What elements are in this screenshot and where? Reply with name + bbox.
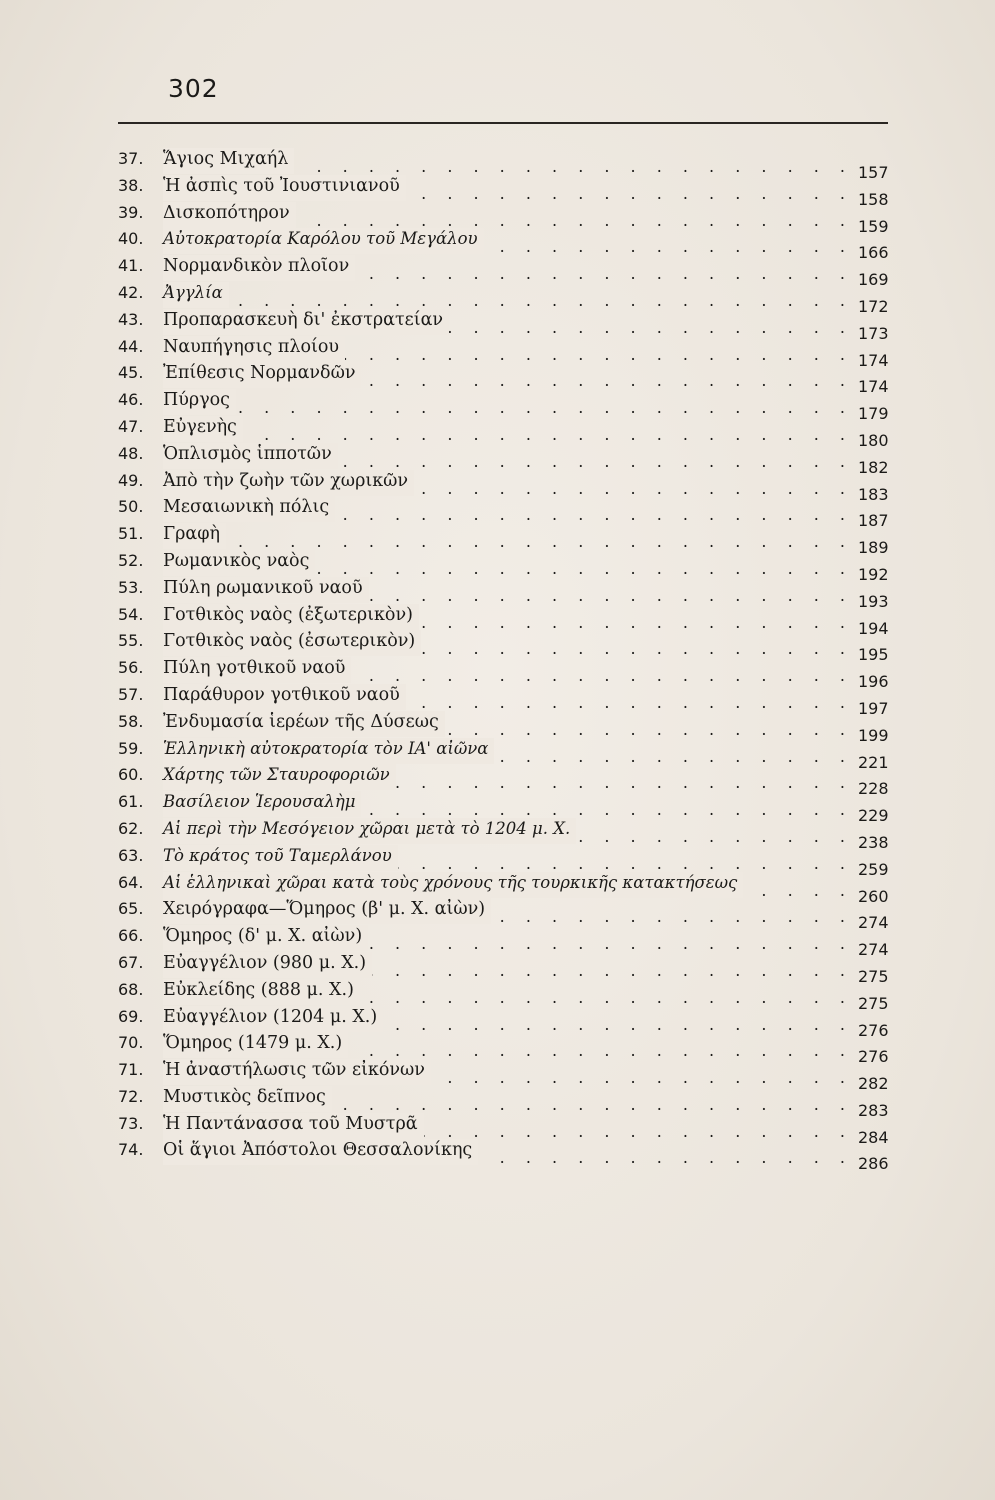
entry-number: 55. (118, 631, 144, 651)
entry-title: Πύλη γοτθικοῦ ναοῦ (163, 657, 351, 683)
entry-number: 63. (118, 845, 144, 865)
entry-title: Παράθυρον γοτθικοῦ ναοῦ (163, 684, 406, 710)
list-item (118, 202, 908, 236)
entry-title: Ὅμηρος (1479 μ. Χ.) (163, 1032, 348, 1058)
entry-page-number: 194 (858, 618, 889, 638)
entry-number: 65. (118, 899, 144, 919)
entry-number: 43. (118, 309, 144, 329)
entry-title: Τὸ κράτος τοῦ Ταμερλάνου (163, 845, 398, 871)
entry-number: 52. (118, 550, 144, 570)
entry-page-number: 260 (858, 886, 889, 906)
entry-title: Εὐκλείδης (888 μ. Χ.) (163, 979, 360, 1005)
list-item (118, 979, 908, 1013)
entry-number: 50. (118, 497, 144, 517)
list-item (118, 577, 908, 611)
list-item (118, 1086, 908, 1120)
entry-number: 67. (118, 952, 144, 972)
entry-number: 71. (118, 1060, 144, 1080)
entry-page-number: 199 (858, 725, 889, 745)
list-item (118, 764, 908, 799)
entry-page-number: 183 (858, 484, 889, 504)
entry-page-number: 276 (858, 1020, 889, 1040)
entry-number: 38. (118, 175, 144, 195)
entry-title: Πύλη ρωμανικοῦ ναοῦ (163, 577, 369, 603)
list-item (118, 470, 908, 504)
entry-page-number: 275 (858, 993, 889, 1013)
entry-number: 40. (118, 229, 144, 249)
entry-title: Δισκοπότηρον (163, 202, 296, 228)
list-item (118, 630, 908, 665)
entry-title: Ἡ Παντάνασσα τοῦ Μυστρᾶ (163, 1113, 424, 1139)
entry-page-number: 284 (858, 1127, 889, 1147)
entry-number: 66. (118, 926, 144, 946)
entry-page-number: 274 (858, 940, 889, 960)
list-item (118, 175, 908, 209)
entry-title: Ἐνδυμασία ἱερέων τῆς Δύσεως (163, 711, 445, 737)
list-of-illustrations (118, 148, 908, 1174)
entry-number: 73. (118, 1113, 144, 1133)
entry-page-number: 196 (858, 672, 889, 692)
list-item (118, 684, 908, 718)
entry-title: Ρωμανικὸς ναὸς (163, 550, 315, 576)
entry-title: Οἱ ἅγιοι Ἀπόστολοι Θεσσαλονίκης (163, 1139, 478, 1165)
list-item (118, 523, 908, 558)
list-item (118, 1139, 908, 1174)
entry-title: Ἑλληνικὴ αὐτοκρατορία τὸν ΙΑ' αἰῶνα (163, 738, 494, 764)
entry-title: Ἡ ἀναστήλωσις τῶν εἰκόνων (163, 1059, 431, 1085)
entry-page-number: 158 (858, 189, 889, 209)
entry-title: Πύργος (163, 389, 236, 415)
entry-page-number: 193 (858, 591, 889, 611)
entry-page-number: 174 (858, 350, 889, 370)
entry-number: 74. (118, 1140, 144, 1160)
entry-number: 37. (118, 149, 144, 168)
entry-page-number: 274 (858, 913, 889, 933)
entry-title: Χάρτης τῶν Σταυροφοριῶν (163, 764, 396, 790)
entry-title: Μυστικὸς δεῖπνος (163, 1086, 332, 1112)
entry-page-number: 169 (858, 270, 889, 290)
list-item (118, 443, 908, 477)
entry-number: 45. (118, 363, 144, 383)
entry-title: Βασίλειον Ἱερουσαλὴμ (163, 791, 361, 817)
entry-page-number: 197 (858, 698, 889, 718)
entry-page-number: 286 (858, 1154, 889, 1174)
list-item (118, 550, 908, 584)
entry-title: Ὅμηρος (δ' μ. Χ. αἰὼν) (163, 925, 368, 951)
list-item (118, 416, 908, 450)
entry-page-number: 174 (858, 377, 889, 397)
entry-page-number: 259 (858, 859, 889, 879)
entry-number: 49. (118, 470, 144, 490)
list-item (118, 711, 908, 745)
entry-number: 62. (118, 818, 144, 838)
entry-number: 46. (118, 390, 144, 410)
entry-page-number: 182 (858, 457, 889, 477)
entry-number: 60. (118, 765, 144, 785)
list-item (118, 228, 908, 263)
list-item (118, 1032, 908, 1067)
entry-title: Αἱ περὶ τὴν Μεσόγειον χῶραι μετὰ τὸ 1204 μ. Χ. (163, 818, 576, 844)
list-item (118, 389, 908, 424)
entry-title: Γοτθικὸς ναὸς (ἐσωτερικὸν) (163, 630, 421, 656)
entry-number: 68. (118, 979, 144, 999)
entry-number: 47. (118, 416, 144, 436)
entry-page-number: 172 (858, 296, 889, 316)
page-number: 302 (168, 74, 219, 103)
dot-leader (163, 416, 853, 444)
entry-page-number: 195 (858, 645, 889, 665)
entry-title: Γραφὴ (163, 523, 226, 549)
entry-title: Εὐαγγέλιον (1204 μ. Χ.) (163, 1006, 383, 1032)
list-item (118, 604, 908, 638)
entry-number: 41. (118, 256, 144, 276)
entry-title: Εὐγενὴς (163, 416, 243, 442)
entry-page-number: 189 (858, 538, 889, 558)
entry-page-number: 192 (858, 564, 889, 584)
list-item (118, 818, 908, 852)
entry-number: 58. (118, 711, 144, 731)
list-item (118, 309, 908, 343)
entry-page-number: 179 (858, 404, 889, 424)
list-item (118, 1113, 908, 1147)
entry-number: 59. (118, 738, 144, 758)
list-item (118, 791, 908, 826)
entry-number: 69. (118, 1006, 144, 1026)
entry-page-number: 282 (858, 1074, 889, 1094)
entry-number: 44. (118, 336, 144, 356)
entry-title: Νορμανδικὸν πλοῖον (163, 255, 355, 281)
entry-number: 61. (118, 792, 144, 812)
list-item (118, 496, 908, 531)
list-item (118, 738, 908, 772)
list-item (118, 148, 908, 182)
entry-number: 56. (118, 658, 144, 678)
entry-page-number: 180 (858, 430, 889, 450)
entry-page-number: 275 (858, 966, 889, 986)
entry-title: Ἡ ἀσπὶς τοῦ Ἰουστινιανοῦ (163, 175, 406, 201)
entry-number: 48. (118, 443, 144, 463)
entry-number: 53. (118, 577, 144, 597)
list-item (118, 925, 908, 960)
entry-title: Προπαρασκευὴ δι' ἐκστρατείαν (163, 309, 449, 335)
entry-number: 72. (118, 1086, 144, 1106)
entry-title: Γοτθικὸς ναὸς (ἐξωτερικὸν) (163, 604, 419, 630)
entry-title: Χειρόγραφα—Ὅμηρος (β' μ. Χ. αἰὼν) (163, 898, 491, 924)
entry-number: 39. (118, 202, 144, 222)
entry-page-number: 229 (858, 806, 889, 826)
entry-page-number: 238 (858, 832, 889, 852)
entry-page-number: 228 (858, 779, 889, 799)
entry-number: 54. (118, 604, 144, 624)
entry-title: Ἅγιος Μιχαήλ (163, 148, 294, 174)
list-item (118, 898, 908, 933)
entry-page-number: 276 (858, 1047, 889, 1067)
entry-number: 57. (118, 684, 144, 704)
entry-number: 70. (118, 1033, 144, 1053)
dot-leader (163, 282, 853, 310)
dot-leader (163, 389, 853, 417)
entry-number: 64. (118, 872, 144, 892)
dot-leader (163, 523, 853, 551)
entry-title: Εὐαγγέλιον (980 μ. Χ.) (163, 952, 372, 978)
list-item (118, 845, 908, 879)
entry-page-number: 187 (858, 511, 889, 531)
list-item (118, 336, 908, 370)
entry-page-number: 166 (858, 243, 889, 263)
entry-title: Ἀγγλία (163, 282, 229, 308)
entry-title: Αὐτοκρατορία Καρόλου τοῦ Μεγάλου (163, 228, 484, 254)
entry-page-number: 173 (858, 323, 889, 343)
entry-title: Μεσαιωνικὴ πόλις (163, 496, 335, 522)
entry-title: Ἀπὸ τὴν ζωὴν τῶν χωρικῶν (163, 470, 414, 496)
list-item (118, 657, 908, 692)
entry-page-number: 157 (858, 163, 889, 182)
list-item (118, 1059, 908, 1094)
entry-number: 51. (118, 524, 144, 544)
entry-title: Ὁπλισμὸς ἱπποτῶν (163, 443, 338, 469)
entry-title: Ἐπίθεσις Νορμανδῶν (163, 362, 361, 388)
entry-page-number: 159 (858, 216, 889, 236)
header-rule (118, 122, 888, 124)
entry-page-number: 283 (858, 1100, 889, 1120)
list-item (118, 952, 908, 986)
list-item (118, 872, 908, 906)
entry-page-number: 221 (858, 752, 889, 772)
list-item (118, 1006, 908, 1040)
entry-number: 42. (118, 282, 144, 302)
list-item (118, 362, 908, 397)
list-item (118, 255, 908, 290)
entry-title: Αἱ ἑλληνικαὶ χῶραι κατὰ τοὺς χρόνους τῆς τουρκικῆς κατακτήσεως (163, 872, 743, 898)
entry-title: Ναυπήγησις πλοίου (163, 336, 345, 362)
list-item (118, 282, 908, 316)
